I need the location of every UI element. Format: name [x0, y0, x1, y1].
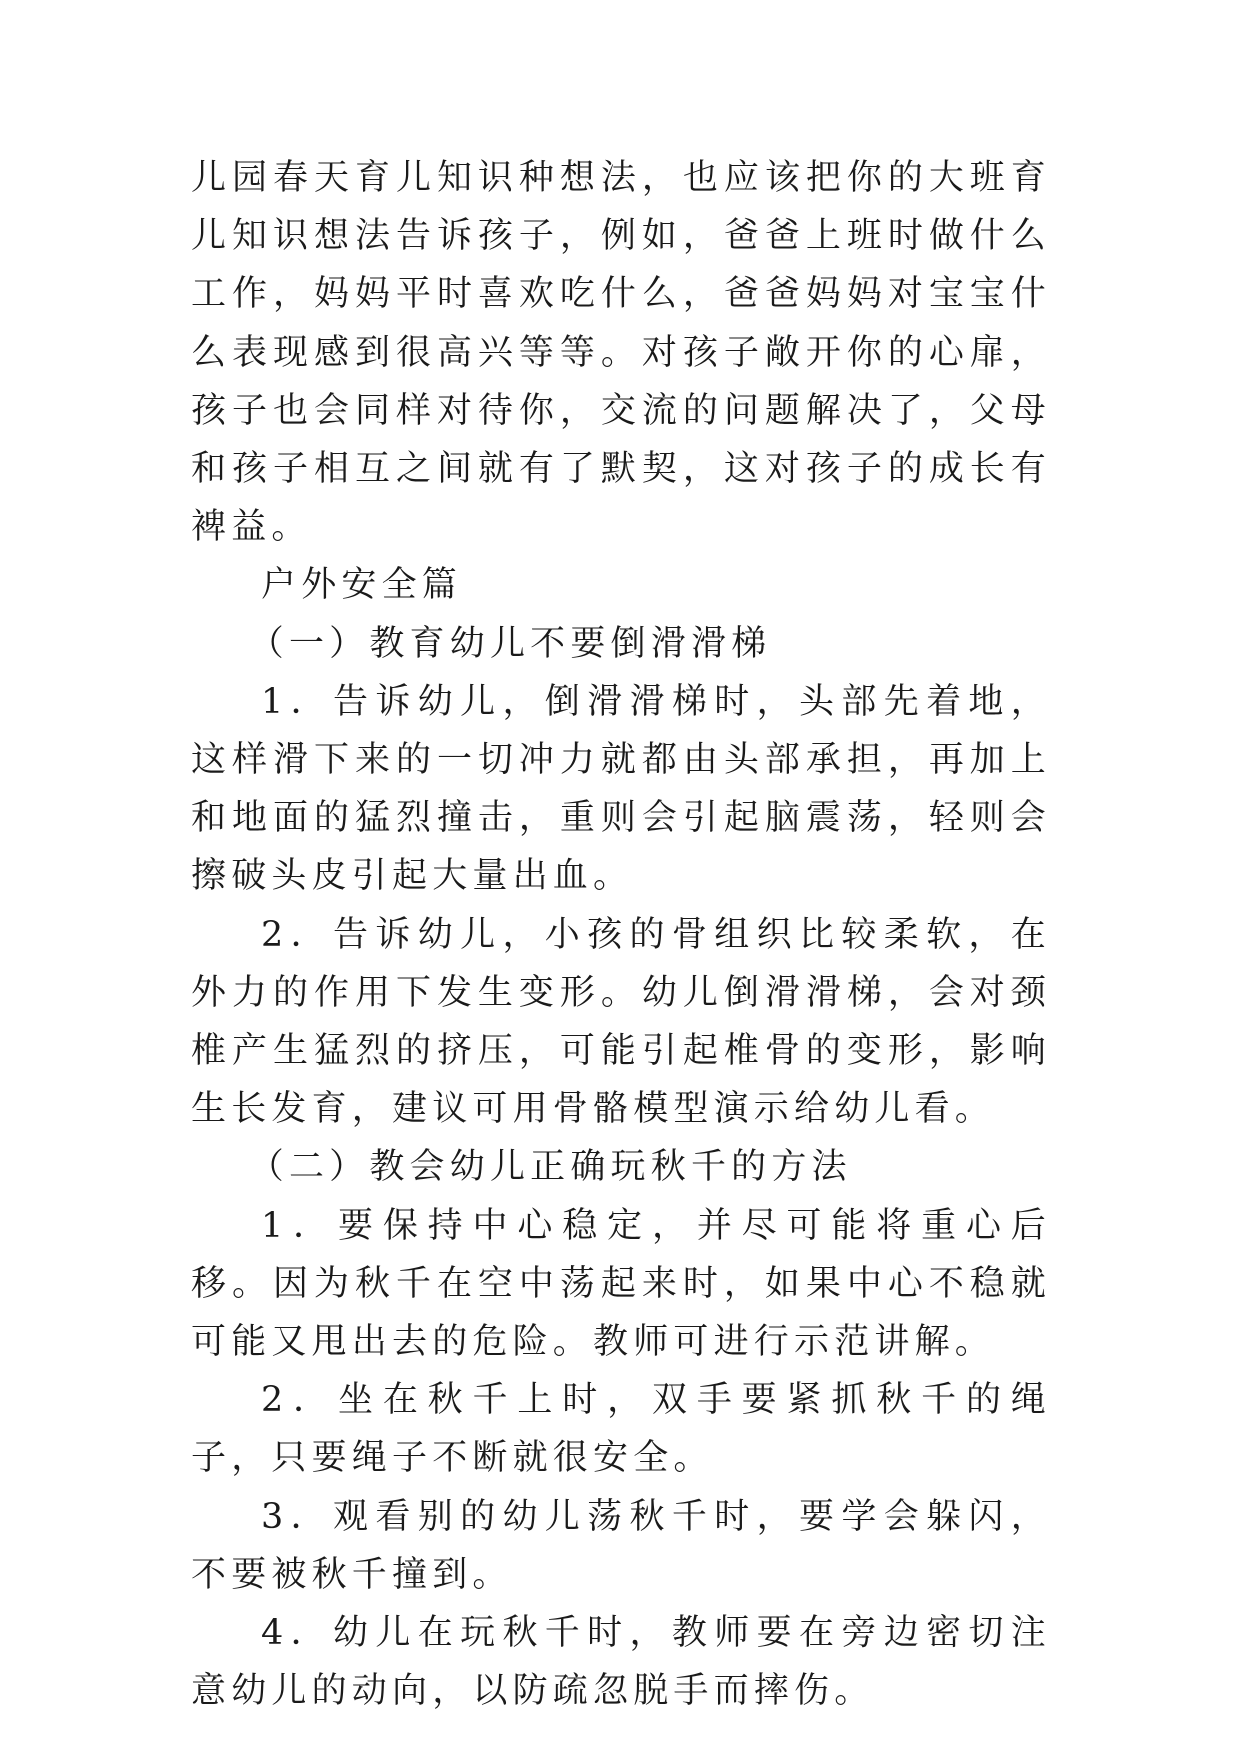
document-body: [191, 149, 1051, 1720]
subsection-heading-slide: （一）教育幼儿不要倒滑滑梯: [248, 623, 772, 664]
list-item-swing-3: 3．观看别的幼儿荡秋千时，要学会躲闪，不要被秋千撞到。: [191, 1496, 1051, 1595]
section-title: 户外安全篇: [261, 565, 463, 606]
list-item-slide-2: 2．告诉幼儿，小孩的骨组织比较柔软，在外力的作用下发生变形。幼儿倒滑滑梯，会对颈椎产生猛烈的挤压，可能引起椎骨的变形，影响生长发育，建议可用骨骼模型演示给幼儿看。: [191, 914, 1051, 1130]
list-item-swing-4: 4．幼儿在玩秋千时，教师要在旁边密切注意幼儿的动向，以防疏忽脱手而摔伤。: [191, 1613, 1051, 1712]
subsection-heading-swing: （二）教会幼儿正确玩秋千的方法: [248, 1147, 852, 1188]
list-item-slide-1: 1．告诉幼儿，倒滑滑梯时，头部先着地，这样滑下来的一切冲力就都由头部承担，再加上和地面的猛烈撞击，重则会引起脑震荡，轻则会擦破头皮引起大量出血。: [191, 681, 1051, 897]
paragraph-continuation: 儿园春天育儿知识种想法，也应该把你的大班育儿知识想法告诉孩子，例如，爸爸上班时做什么工作，妈妈平时喜欢吃什么，爸爸妈妈对宝宝什么表现感到很高兴等等。对孩子敞开你的心扉，孩子也会同样对待你，交流的问题解决了，父母和孩子相互之间就有了默契，这对孩子的成长有裨益。: [191, 158, 1051, 548]
list-item-swing-2: 2．坐在秋千上时，双手要紧抓秋千的绳子，只要绳子不断就很安全。: [191, 1380, 1051, 1479]
list-item-swing-1: 1．要保持中心稳定，并尽可能将重心后移。因为秋千在空中荡起来时，如果中心不稳就可能又甩出去的危险。教师可进行示范讲解。: [191, 1205, 1051, 1363]
